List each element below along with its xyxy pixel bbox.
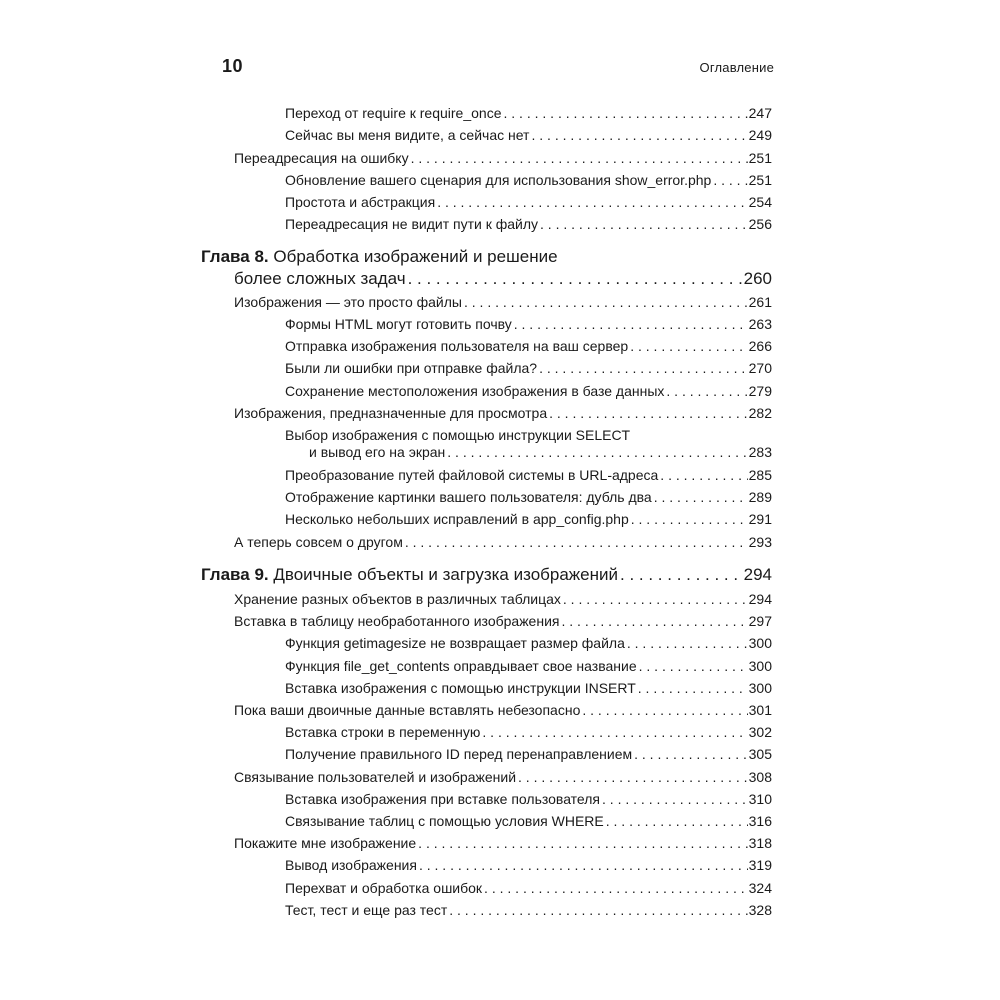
- toc-entry-page: 256: [748, 216, 772, 232]
- dot-leader: [660, 466, 747, 484]
- toc-entry: [285, 359, 772, 377]
- toc-entry-title: Связывание пользователей и изображений: [234, 769, 517, 785]
- toc-entry: [285, 745, 772, 763]
- dot-leader: [449, 901, 747, 919]
- dot-leader: [630, 337, 747, 355]
- toc-entry: [285, 901, 772, 919]
- toc-entry-title: Обновление вашего сценария для использования show_error.php: [285, 172, 712, 188]
- toc-entry: [285, 193, 772, 211]
- dot-leader: [602, 790, 748, 808]
- toc-entry-page: 310: [748, 791, 772, 807]
- dot-leader: [405, 533, 748, 551]
- toc-entry-page: 282: [748, 405, 772, 421]
- chapter-title: Обработка изображений и решение: [273, 247, 558, 266]
- toc-entry-page: 260: [743, 269, 772, 288]
- toc-entry: [285, 790, 772, 808]
- toc-entry: [234, 701, 772, 719]
- dot-leader: [634, 745, 748, 763]
- toc-entry-title: Вставка в таблицу необработанного изображения: [234, 613, 560, 629]
- dot-leader: [539, 359, 748, 377]
- dot-leader: [514, 315, 748, 333]
- dot-leader: [531, 126, 747, 144]
- toc-entry-page: 305: [748, 746, 772, 762]
- toc-entry: [285, 466, 772, 484]
- toc-entry: [285, 657, 772, 675]
- toc-entry: [309, 443, 772, 461]
- toc-entry-page: 247: [748, 105, 772, 121]
- toc-entry: [285, 812, 772, 830]
- toc-entry: [285, 679, 772, 697]
- toc-entry: [285, 104, 772, 122]
- toc-entry-page: 300: [748, 680, 772, 696]
- toc-entry-title: Связывание таблиц с помощью условия WHERE: [285, 813, 604, 829]
- toc-entry-title: Изображения, предназначенные для просмотра: [234, 405, 548, 421]
- toc-entry: [285, 879, 772, 897]
- toc-entry-title: Вставка строки в переменную: [285, 724, 481, 740]
- toc-entry-title: Покажите мне изображение: [234, 835, 417, 851]
- toc-entry-page: 316: [748, 813, 772, 829]
- toc-entry-title-cont: и вывод его на экран: [309, 444, 446, 460]
- toc-entry: [285, 315, 772, 333]
- dot-leader: [561, 612, 747, 630]
- toc-entry-page: 285: [748, 467, 772, 483]
- dot-leader: [518, 768, 748, 786]
- toc-entry-page: 302: [748, 724, 772, 740]
- toc-entry-title: Переход от require к require_once: [285, 105, 502, 121]
- toc-entry-page: 279: [748, 383, 772, 399]
- dot-leader: [666, 382, 747, 400]
- dot-leader: [408, 268, 743, 290]
- toc-entry: [285, 510, 772, 528]
- toc-entry: [234, 149, 772, 167]
- toc-entry: [285, 337, 772, 355]
- toc-entry: [234, 834, 772, 852]
- dot-leader: [563, 590, 748, 608]
- toc-entry: [234, 533, 772, 551]
- toc-entry-title: Были ли ошибки при отправке файла?: [285, 360, 538, 376]
- chapter-label: Глава 8.: [201, 247, 269, 266]
- toc-entry-page: 289: [748, 489, 772, 505]
- toc-entry-title: Простота и абстракция: [285, 194, 436, 210]
- chapter-title: Двоичные объекты и загрузка изображений: [273, 565, 619, 584]
- chapter-heading-text: [201, 564, 620, 586]
- toc-entry-title: Переадресация не видит пути к файлу: [285, 216, 539, 232]
- toc-entry-page: 270: [748, 360, 772, 376]
- chapter-label: Глава 9.: [201, 565, 269, 584]
- toc-entry-page: 301: [748, 702, 772, 718]
- toc-entry: [285, 856, 772, 874]
- toc-entry-title: Несколько небольших исправлений в app_config.php: [285, 511, 629, 527]
- toc-entry-page: 294: [748, 591, 772, 607]
- dot-leader: [540, 215, 748, 233]
- toc-entry-title: Тест, тест и еще раз тест: [285, 902, 448, 918]
- dot-leader: [447, 443, 747, 461]
- toc-entry-title: Отображение картинки вашего пользователя: дубль два: [285, 489, 652, 505]
- toc-entry: [285, 723, 772, 741]
- dot-leader: [627, 634, 748, 652]
- dot-leader: [411, 149, 748, 167]
- page-number: 10: [222, 56, 244, 76]
- dot-leader: [418, 834, 747, 852]
- chapter-title-cont: более сложных задач: [234, 269, 406, 288]
- toc-entry: [234, 612, 772, 630]
- dot-leader: [503, 104, 747, 122]
- toc-entry-page: 291: [748, 511, 772, 527]
- toc-entry: [285, 488, 772, 506]
- toc-entry-page: 297: [748, 613, 772, 629]
- dot-leader: [464, 293, 748, 311]
- dot-leader: [437, 193, 747, 211]
- toc-entry: [285, 634, 772, 652]
- dot-leader: [638, 679, 748, 697]
- toc-entry-title: А теперь совсем о другом: [234, 534, 403, 550]
- toc-entry: [234, 404, 772, 422]
- toc-entry-title: Функция getimagesize не возвращает размер файла: [285, 635, 625, 651]
- toc-entry-page: 251: [748, 150, 772, 166]
- toc-entry: [285, 215, 772, 233]
- toc-entry: [285, 382, 772, 400]
- dot-leader: [582, 701, 747, 719]
- toc-entry: [234, 768, 772, 786]
- toc-entry-title: Изображения — это просто файлы: [234, 294, 462, 310]
- toc-entry-title: Сохранение местоположения изображения в базе данных: [285, 383, 665, 399]
- toc-entry-page: 308: [748, 769, 772, 785]
- toc-entry-page: 324: [748, 880, 772, 896]
- chapter-8-heading: [201, 246, 558, 268]
- toc-entry-title: Пока ваши двоичные данные вставлять небезопасно: [234, 702, 581, 718]
- toc-entry-page: 254: [748, 194, 772, 210]
- dot-leader: [484, 879, 748, 897]
- toc-entry: [285, 126, 772, 144]
- toc-entry-title: Переадресация на ошибку: [234, 150, 409, 166]
- toc-entry-page: 300: [748, 658, 772, 674]
- dot-leader: [606, 812, 748, 830]
- toc-entry-page: 283: [748, 444, 772, 460]
- toc-entry-title: Получение правильного ID перед перенаправлением: [285, 746, 633, 762]
- toc-entry: [234, 293, 772, 311]
- toc-entry-title: Формы HTML могут готовить почву: [285, 316, 512, 332]
- dot-leader: [419, 856, 748, 874]
- toc-entry-page: 294: [743, 565, 772, 584]
- toc-entry-page: 261: [748, 294, 772, 310]
- toc-entry-page: 318: [748, 835, 772, 851]
- toc-entry-title: Хранение разных объектов в различных таблицах: [234, 591, 561, 607]
- toc-entry-page: 249: [748, 127, 772, 143]
- toc-entry-page: 319: [748, 857, 772, 873]
- toc-entry-title: Вывод изображения: [285, 857, 417, 873]
- toc-entry: [285, 171, 772, 189]
- toc-entry-title: Отправка изображения пользователя на ваш сервер: [285, 338, 629, 354]
- toc-entry-title: Перехват и обработка ошибок: [285, 880, 483, 896]
- toc-entry-page: 300: [748, 635, 772, 651]
- running-head: Оглавление: [699, 60, 774, 75]
- chapter-8-heading-cont: [234, 268, 772, 290]
- toc-entry-page: 263: [748, 316, 772, 332]
- toc-entry-multiline: [285, 426, 630, 444]
- dot-leader: [713, 171, 747, 189]
- dot-leader: [654, 488, 748, 506]
- toc-entry-title: Преобразование путей файловой системы в URL-адреса: [285, 467, 659, 483]
- toc-entry-title: Сейчас вы меня видите, а сейчас нет: [285, 127, 530, 143]
- toc-entry-title: Функция file_get_contents оправдывает свое название: [285, 658, 637, 674]
- toc-entry-title: Вставка изображения с помощью инструкции INSERT: [285, 680, 636, 696]
- dot-leader: [482, 723, 747, 741]
- dot-leader: [631, 510, 748, 528]
- toc-entry-title: Выбор изображения с помощью инструкции SELECT: [285, 427, 631, 443]
- toc-entry-page: 328: [748, 902, 772, 918]
- toc-entry-page: 266: [748, 338, 772, 354]
- toc-entry-page: 251: [748, 172, 772, 188]
- dot-leader: [639, 657, 748, 675]
- toc-entry-page: 293: [748, 534, 772, 550]
- chapter-9-heading: [201, 564, 772, 586]
- dot-leader: [620, 564, 743, 586]
- toc-entry-title: Вставка изображения при вставке пользователя: [285, 791, 601, 807]
- toc-entry: [234, 590, 772, 608]
- dot-leader: [549, 404, 748, 422]
